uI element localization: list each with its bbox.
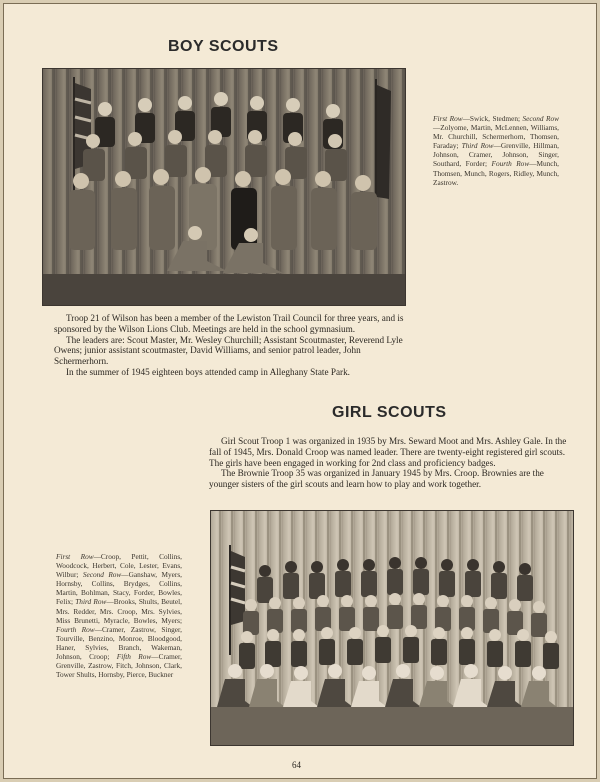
girl-paragraph-1: Girl Scout Troop 1 was organized in 1935 by Mrs. Seward Moot and Mrs. Ashley Gale. In the fall of 1945, Mrs. Donald Croop was named leader. There are twenty-eight registered girl scouts. The girls have been engaged in working for 2nd class and proficiency badges. xyxy=(209,436,567,468)
page-number: 64 xyxy=(292,760,301,770)
boy-caption-text-1: —Swick, Stedmen; xyxy=(462,114,523,123)
boy-paragraph-1: Troop 21 of Wilson has been a member of the Lewiston Trail Council for three years, and is sponsored by the Wilson Lions Club. Meetings are held in the school gymnasium. xyxy=(54,313,404,334)
boy-paragraph-3: In the summer of 1945 eighteen boys attended camp in Alleghany State Park. xyxy=(66,366,350,377)
girl-scouts-caption xyxy=(56,552,182,679)
girl-scouts-heading: GIRL SCOUTS xyxy=(332,404,447,421)
girl-caption-text-2: —Ganshaw, Myers, Hornsby, Collins, Brydges, Collins, Martin, Bohlman, Stacy, Forder, Bowles, Felix; xyxy=(56,570,182,607)
girl-caption-text-5: —Cramer, Grenville, Zastrow, Fitch, Johnson, Clark, Tower Shults, Hornsby, Pierce, Buckner xyxy=(56,652,182,680)
girl-caption-label-5: Fifth Row xyxy=(116,652,152,662)
boy-caption-label-2: Second Row xyxy=(522,114,559,123)
girl-caption-label-1: First Row xyxy=(56,552,94,561)
boy-paragraph-2: The leaders are: Scout Master, Mr. Wesley Churchill; Assistant Scoutmaster, Reverend Lyle Owens; junior assistant scoutmaster, David Williams, and senior patrol leader, John Schermerhorn. xyxy=(54,334,403,367)
boy-caption-text-4: —Munch, Thomsen, Munch, Rogers, Ridley, Munch, Zastrow. xyxy=(433,159,559,187)
boy-scouts-photo-image xyxy=(43,69,405,305)
girl-scouts-photo xyxy=(210,510,574,746)
girl-scouts-article xyxy=(209,436,569,490)
girl-caption-label-2: Second Row xyxy=(82,570,122,580)
boy-caption-text-3: —Grenville, Hillman, Johnson, Cramer, Johnson, Singer, Southard, Forder; xyxy=(433,141,560,169)
boy-scouts-caption xyxy=(433,114,559,187)
girl-caption-label-4: Fourth Row xyxy=(56,624,95,634)
girl-caption-text-4: —Cramer, Zastrow, Singer, Tourville, Benzino, Monroe, Bloodgood, Haner, Sylvies, Branch, Wakeman, Johnson, Croop; xyxy=(56,624,182,662)
boy-scouts-article xyxy=(54,313,414,378)
boy-scouts-heading: BOY SCOUTS xyxy=(168,38,279,55)
girl-caption-text-1: —Croop, Pettit, Collins, Woodcock, Herbert, Cole, Lester, Evans, Wilbur; xyxy=(56,552,182,580)
yearbook-page xyxy=(3,3,597,779)
boy-caption-label-3: Third Row xyxy=(461,141,494,151)
girl-paragraph-2: The Brownie Troop 35 was organized in January 1945 by Mrs. Croop. Brownies are the younger sisters of the girl scouts and learn how to play and work together. xyxy=(209,468,544,490)
girl-caption-text-3: —Brooks, Shults, Beutel, Mrs. Redder, Mrs. Croop, Mrs. Sylvies, Miss Brunetti, Myracle, Bowles, Myers; xyxy=(56,597,182,625)
boy-caption-text-2: —Zolyome, Martin, McLennen, Williams, Mr. Churchill, Schermerhorn, Thomsen, Faraday; xyxy=(433,123,559,151)
girl-scouts-photo-image xyxy=(211,511,573,745)
boy-scouts-photo xyxy=(42,68,406,306)
girl-caption-label-3: Third Row xyxy=(75,597,107,607)
boy-caption-label-1: First Row xyxy=(433,114,463,123)
boy-caption-label-4: Fourth Row xyxy=(491,159,530,169)
